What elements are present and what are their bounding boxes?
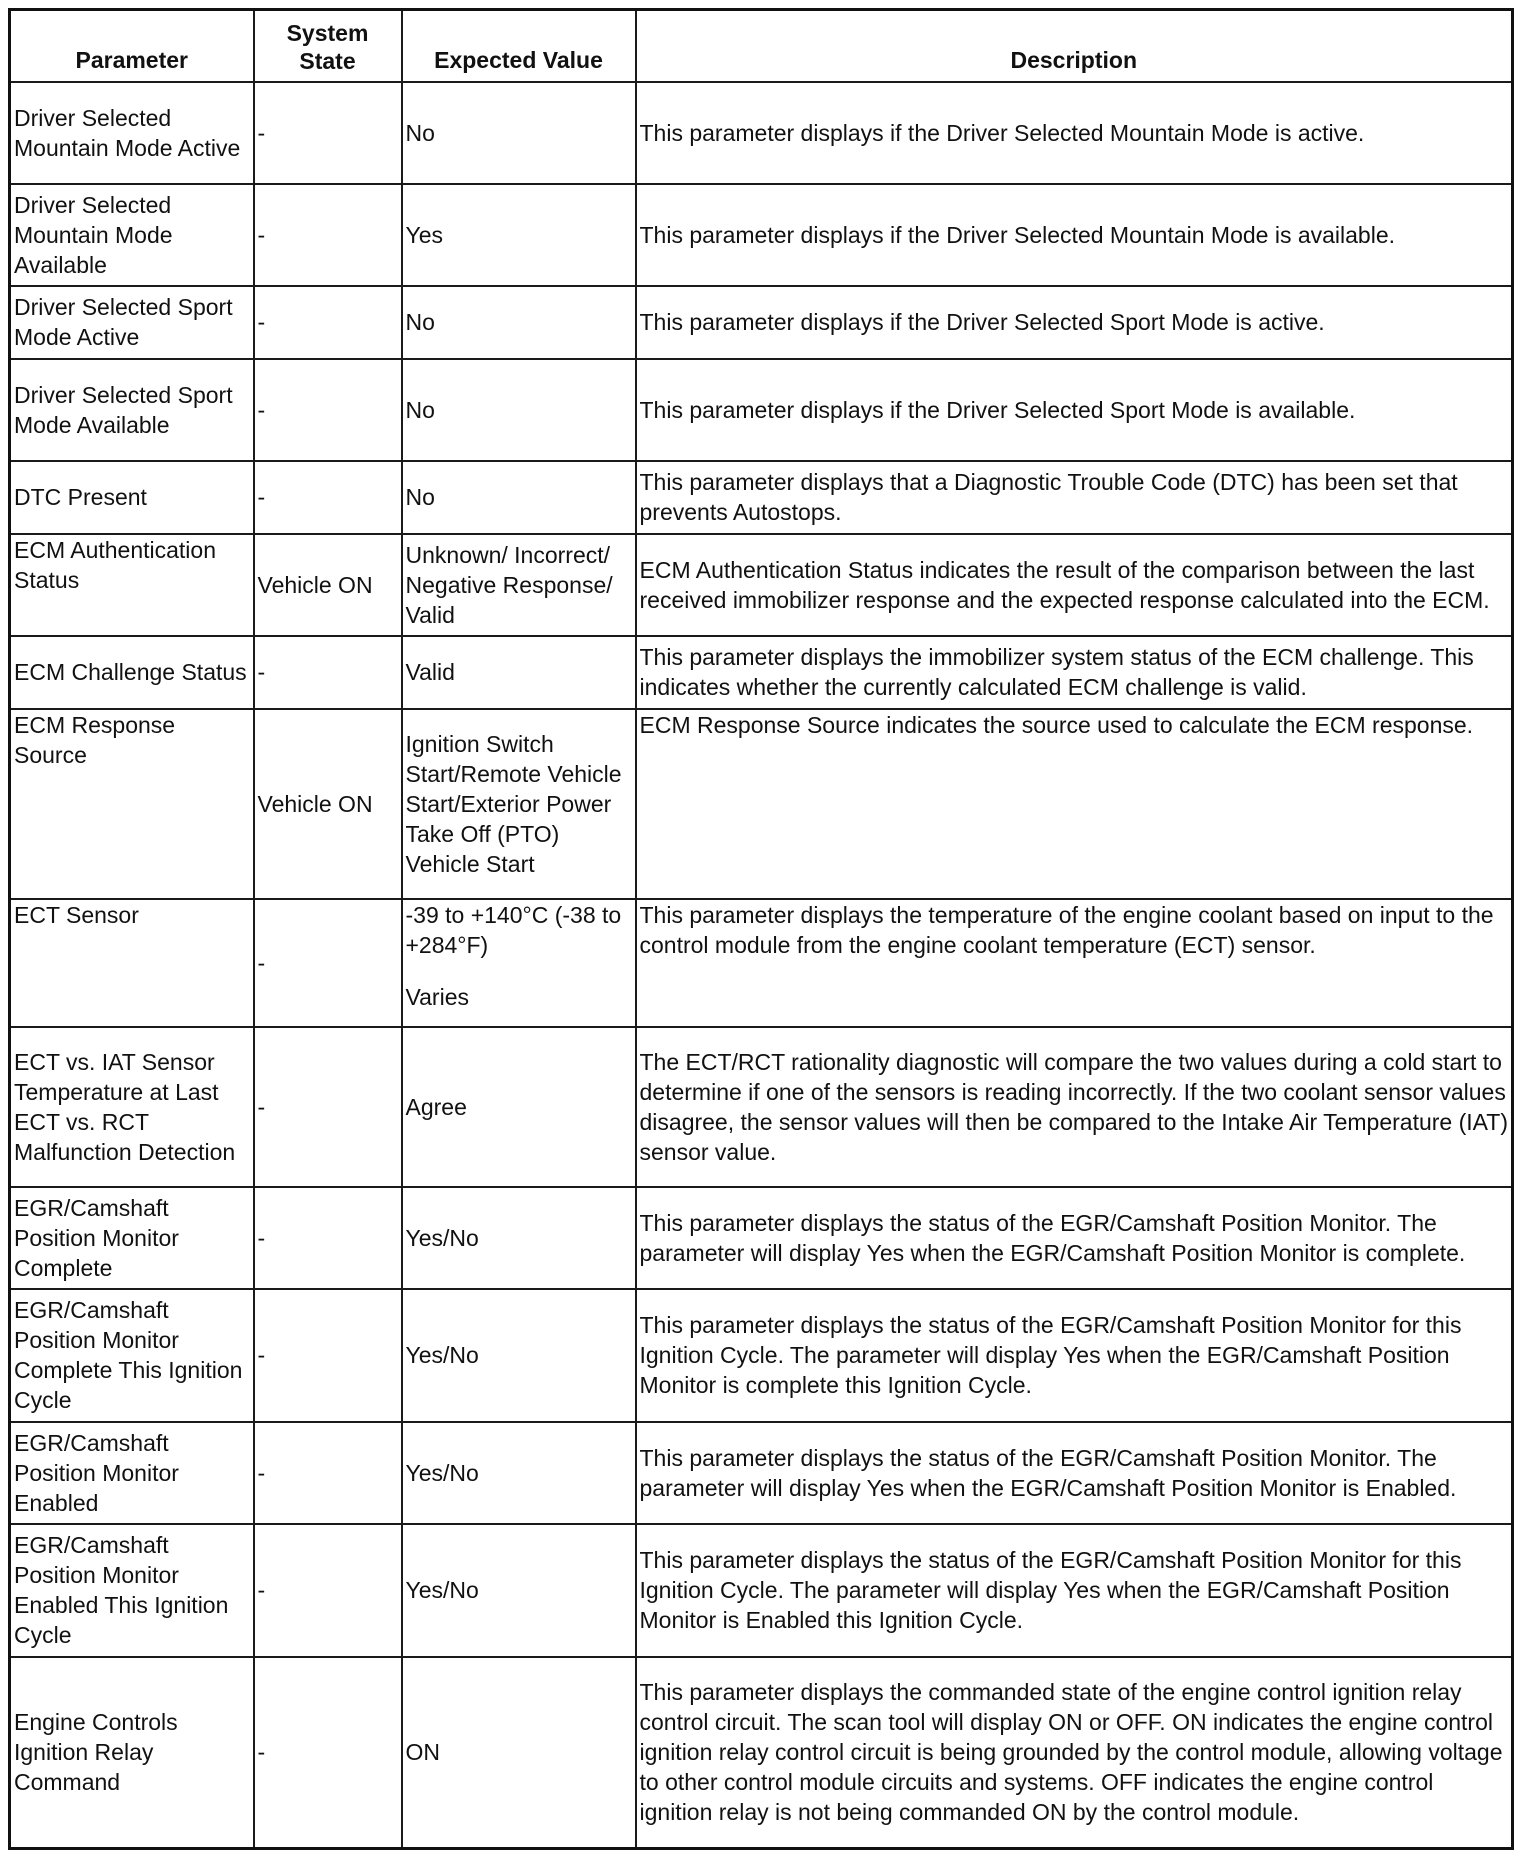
cell-system-state: - <box>254 359 402 461</box>
table-row <box>10 461 1513 534</box>
cell-parameter: ECM Challenge Status <box>10 636 254 709</box>
cell-description: This parameter displays if the Driver Selected Sport Mode is active. <box>636 286 1513 359</box>
parameter-table-container <box>8 8 1514 1850</box>
cell-expected-value: Yes/No <box>402 1289 636 1422</box>
cell-description: This parameter displays the temperature of the engine coolant based on input to the control module from the engine coolant temperature (ECT) sensor. <box>636 899 1513 1027</box>
cell-expected-value: Agree <box>402 1027 636 1187</box>
cell-parameter: EGR/Camshaft Position Monitor Enabled This Ignition Cycle <box>10 1524 254 1657</box>
cell-description: ECM Authentication Status indicates the result of the comparison between the last received immobilizer response and the expected response calculated into the ECM. <box>636 534 1513 636</box>
table-row <box>10 1027 1513 1187</box>
table-row <box>10 534 1513 636</box>
cell-parameter: Driver Selected Sport Mode Active <box>10 286 254 359</box>
cell-parameter: Engine Controls Ignition Relay Command <box>10 1657 254 1849</box>
cell-expected-value <box>402 899 636 1027</box>
table-row <box>10 1524 1513 1657</box>
cell-parameter: ECM Authentication Status <box>10 534 254 636</box>
cell-expected-value: Unknown/ Incorrect/ Negative Response/ Valid <box>402 534 636 636</box>
cell-parameter: Driver Selected Mountain Mode Available <box>10 184 254 286</box>
expected-value-varies: Varies <box>405 983 469 1010</box>
header-description: Description <box>636 10 1513 82</box>
table-row <box>10 82 1513 184</box>
cell-system-state: - <box>254 184 402 286</box>
cell-parameter: EGR/Camshaft Position Monitor Complete <box>10 1187 254 1289</box>
header-system-state-line1: System <box>286 19 369 46</box>
cell-description: This parameter displays if the Driver Selected Mountain Mode is active. <box>636 82 1513 184</box>
table-row <box>10 636 1513 709</box>
cell-description: This parameter displays the status of the EGR/Camshaft Position Monitor. The parameter will display Yes when the EGR/Camshaft Position Monitor is complete. <box>636 1187 1513 1289</box>
parameter-table <box>8 8 1514 1850</box>
table-row <box>10 184 1513 286</box>
cell-parameter: ECM Response Source <box>10 709 254 899</box>
cell-expected-value: No <box>402 461 636 534</box>
cell-system-state: - <box>254 636 402 709</box>
cell-description: ECM Response Source indicates the source used to calculate the ECM response. <box>636 709 1513 899</box>
table-row <box>10 709 1513 899</box>
cell-system-state: - <box>254 1289 402 1422</box>
cell-description: This parameter displays the immobilizer system status of the ECM challenge. This indicates whether the currently calculated ECM challenge is valid. <box>636 636 1513 709</box>
cell-system-state: - <box>254 1422 402 1524</box>
cell-description: This parameter displays if the Driver Selected Mountain Mode is available. <box>636 184 1513 286</box>
cell-parameter: DTC Present <box>10 461 254 534</box>
header-parameter: Parameter <box>10 10 254 82</box>
table-row <box>10 1289 1513 1422</box>
cell-system-state: - <box>254 1657 402 1849</box>
cell-system-state: - <box>254 461 402 534</box>
cell-parameter: Driver Selected Sport Mode Available <box>10 359 254 461</box>
table-row <box>10 359 1513 461</box>
cell-parameter: EGR/Camshaft Position Monitor Complete This Ignition Cycle <box>10 1289 254 1422</box>
table-row <box>10 1187 1513 1289</box>
cell-system-state: - <box>254 82 402 184</box>
cell-system-state: - <box>254 1524 402 1657</box>
cell-description: This parameter displays the status of the EGR/Camshaft Position Monitor for this Ignition Cycle. The parameter will display Yes when the EGR/Camshaft Position Monitor is Enabled this Ignition Cycle. <box>636 1524 1513 1657</box>
cell-description: The ECT/RCT rationality diagnostic will compare the two values during a cold start to determine if one of the sensors is reading incorrectly. If the two coolant sensor values disagree, the sensor values will then be compared to the Intake Air Temperature (IAT) sensor value. <box>636 1027 1513 1187</box>
table-row <box>10 1657 1513 1849</box>
expected-value-range: -39 to +140°C (-38 to +284°F) <box>405 901 622 958</box>
table-row <box>10 1422 1513 1524</box>
cell-expected-value: Yes/No <box>402 1524 636 1657</box>
cell-system-state: - <box>254 286 402 359</box>
cell-description: This parameter displays if the Driver Selected Sport Mode is available. <box>636 359 1513 461</box>
cell-parameter: ECT Sensor <box>10 899 254 1027</box>
cell-description: This parameter displays the status of the EGR/Camshaft Position Monitor for this Ignition Cycle. The parameter will display Yes when the EGR/Camshaft Position Monitor is complete this Ignition Cycle. <box>636 1289 1513 1422</box>
cell-system-state: - <box>254 899 402 1027</box>
header-system-state-line2: State <box>299 47 356 74</box>
cell-expected-value: Ignition Switch Start/Remote Vehicle Start/Exterior Power Take Off (PTO) Vehicle Start <box>402 709 636 899</box>
cell-description: This parameter displays that a Diagnostic Trouble Code (DTC) has been set that prevents Autostops. <box>636 461 1513 534</box>
cell-description: This parameter displays the commanded state of the engine control ignition relay control circuit. The scan tool will display ON or OFF. ON indicates the engine control ignition relay control circuit is being grounded by the control module, allowing voltage to other control module circuits and systems. OFF indicates the engine control ignition relay is not being commanded ON by the control module. <box>636 1657 1513 1849</box>
cell-expected-value: Yes <box>402 184 636 286</box>
cell-system-state: - <box>254 1187 402 1289</box>
cell-expected-value: No <box>402 286 636 359</box>
cell-parameter: Driver Selected Mountain Mode Active <box>10 82 254 184</box>
table-header-row <box>10 10 1513 82</box>
cell-expected-value: No <box>402 82 636 184</box>
cell-parameter: ECT vs. IAT Sensor Temperature at Last ECT vs. RCT Malfunction Detection <box>10 1027 254 1187</box>
cell-expected-value: ON <box>402 1657 636 1849</box>
cell-parameter: EGR/Camshaft Position Monitor Enabled <box>10 1422 254 1524</box>
cell-expected-value: Yes/No <box>402 1187 636 1289</box>
cell-expected-value: No <box>402 359 636 461</box>
cell-system-state: Vehicle ON <box>254 534 402 636</box>
cell-description: This parameter displays the status of the EGR/Camshaft Position Monitor. The parameter will display Yes when the EGR/Camshaft Position Monitor is Enabled. <box>636 1422 1513 1524</box>
header-system-state <box>254 10 402 82</box>
header-expected-value: Expected Value <box>402 10 636 82</box>
cell-system-state: Vehicle ON <box>254 709 402 899</box>
cell-expected-value: Yes/No <box>402 1422 636 1524</box>
table-row <box>10 286 1513 359</box>
cell-system-state: - <box>254 1027 402 1187</box>
cell-expected-value: Valid <box>402 636 636 709</box>
table-row <box>10 899 1513 1027</box>
